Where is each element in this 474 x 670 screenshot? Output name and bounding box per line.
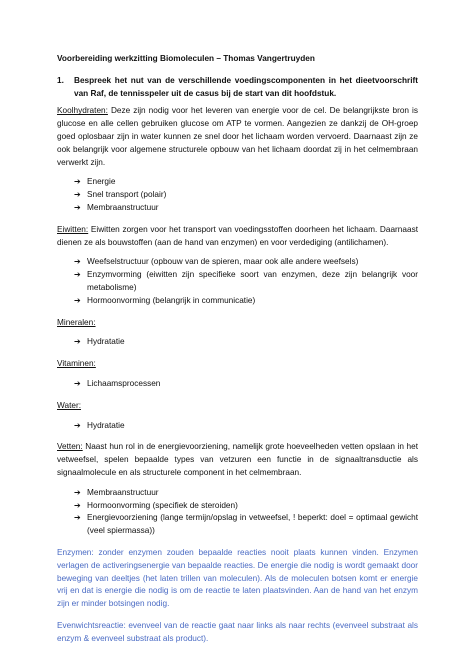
list-item: ➔ Energie: [74, 176, 418, 189]
koolhydraten-label: Koolhydraten:: [57, 106, 108, 116]
question-number: 1.: [57, 75, 64, 85]
arrow-right-icon: ➔: [74, 487, 81, 497]
koolhydraten-paragraph: [57, 105, 418, 169]
arrow-right-icon: ➔: [74, 270, 81, 280]
koolhydraten-list: [57, 176, 418, 214]
arrow-right-icon: ➔: [74, 337, 81, 347]
list-item: ➔ Hormoonvorming (specifiek de steroiden): [74, 500, 418, 513]
arrow-right-icon: ➔: [74, 177, 81, 187]
vitaminen-heading: Vitaminen:: [57, 359, 96, 369]
arrow-right-icon: ➔: [74, 378, 81, 388]
arrow-right-icon: ➔: [74, 190, 81, 200]
arrow-right-icon: ➔: [74, 202, 81, 212]
list-item: ➔ Hormoonvorming (belangrijk in communicatie): [74, 295, 418, 308]
vitaminen-list: [57, 378, 418, 391]
question-text: Bespreek het nut van de verschillende voedingscomponenten in het dieetvoorschrift van Raf, de tennisspeler uit de casus bij de start van dit hoofdstuk.: [74, 75, 418, 98]
document-title: Voorbereiding werkzitting Biomoleculen – Thomas Vangertruyden: [57, 54, 315, 63]
koolhydraten-text: Deze zijn nodig voor het leveren van energie voor de cel. De belangrijkste bron is glucose en alle cellen gebruiken glucose om ATP te vormen. Aangezien ze dankzij de OH-groep goed oplosbaar zijn in water kunnen ze snel door het lichaam worden vervoerd. Daarnaast zijn ze ook belangrijk voor algemene structurele opbouw van het lichaam doordat zij in het celmembraan verwerkt zijn.: [57, 106, 418, 167]
evenwichtsreactie-note: Evenwichtsreactie: evenveel van de reactie gaat naar links als naar rechts (evenveel substraat als enzym & evenveel substraat als product).: [57, 620, 418, 643]
list-item: ➔ Hydratatie: [74, 336, 418, 349]
enzymen-note: Enzymen: zonder enzymen zouden bepaalde reacties nooit plaats kunnen vinden. Enzymen verlagen de activeringsenergie van bepaalde reacties. De energie die nodig is wordt gemaakt door beweging van deeltjes (het laten trillen van moleculen). Als de moleculen botsen komt er energie vrij en dat is energie die nodig is om de reactie te laten plaatsvinden. Aan de hand van het enzym zijn er minder botsingen nodig.: [57, 547, 418, 609]
list-item: ➔ Snel transport (polair): [74, 189, 418, 202]
list-item: ➔ Membraanstructuur: [74, 487, 418, 500]
arrow-right-icon: ➔: [74, 295, 81, 305]
water-heading: Water:: [57, 400, 81, 410]
arrow-right-icon: ➔: [74, 500, 81, 510]
eiwitten-list: [57, 256, 418, 307]
vetten-paragraph: [57, 441, 418, 479]
list-item: ➔ Enzymvorming (eiwitten zijn specifieke soort van enzymen, deze zijn belangrijk voor metabolisme): [74, 270, 418, 292]
eiwitten-paragraph: [57, 224, 418, 250]
vetten-label: Vetten:: [57, 442, 83, 452]
list-item: ➔ Membraanstructuur: [74, 202, 418, 215]
arrow-right-icon: ➔: [74, 420, 81, 430]
vetten-text: Naast hun rol in de energievoorziening, namelijk grote hoeveelheden vetten opslaan in het vetweefsel, spelen bepaalde types van vetzuren een functie in de signaaltransductie als signaalmolecule en als structurele component in het celmembraan.: [57, 442, 418, 477]
arrow-right-icon: ➔: [74, 257, 81, 267]
eiwitten-text: Eiwitten zorgen voor het transport van voedingsstoffen doorheen het lichaam. Daarnaast dienen ze als bouwstoffen (aan de hand van enzymen) en voor verdediging (antilichamen).: [57, 224, 418, 247]
eiwitten-label: Eiwitten:: [57, 224, 89, 234]
list-item: ➔ Energievoorziening (lange termijn/opslag in vetweefsel, ! beperkt: doel = optimaal gewicht (veel spiermassa)): [74, 513, 418, 536]
list-item: ➔ Hydratatie: [74, 420, 418, 433]
arrow-right-icon: ➔: [74, 513, 81, 523]
mineralen-heading: Mineralen:: [57, 317, 96, 327]
list-item: ➔ Weefselstructuur (opbouw van de spieren, maar ook alle andere weefsels): [74, 256, 418, 269]
list-item: ➔ Lichaamsprocessen: [74, 378, 418, 391]
vetten-list: [57, 487, 418, 538]
water-list: [57, 420, 418, 433]
question-1: [57, 75, 418, 101]
mineralen-list: [57, 336, 418, 349]
